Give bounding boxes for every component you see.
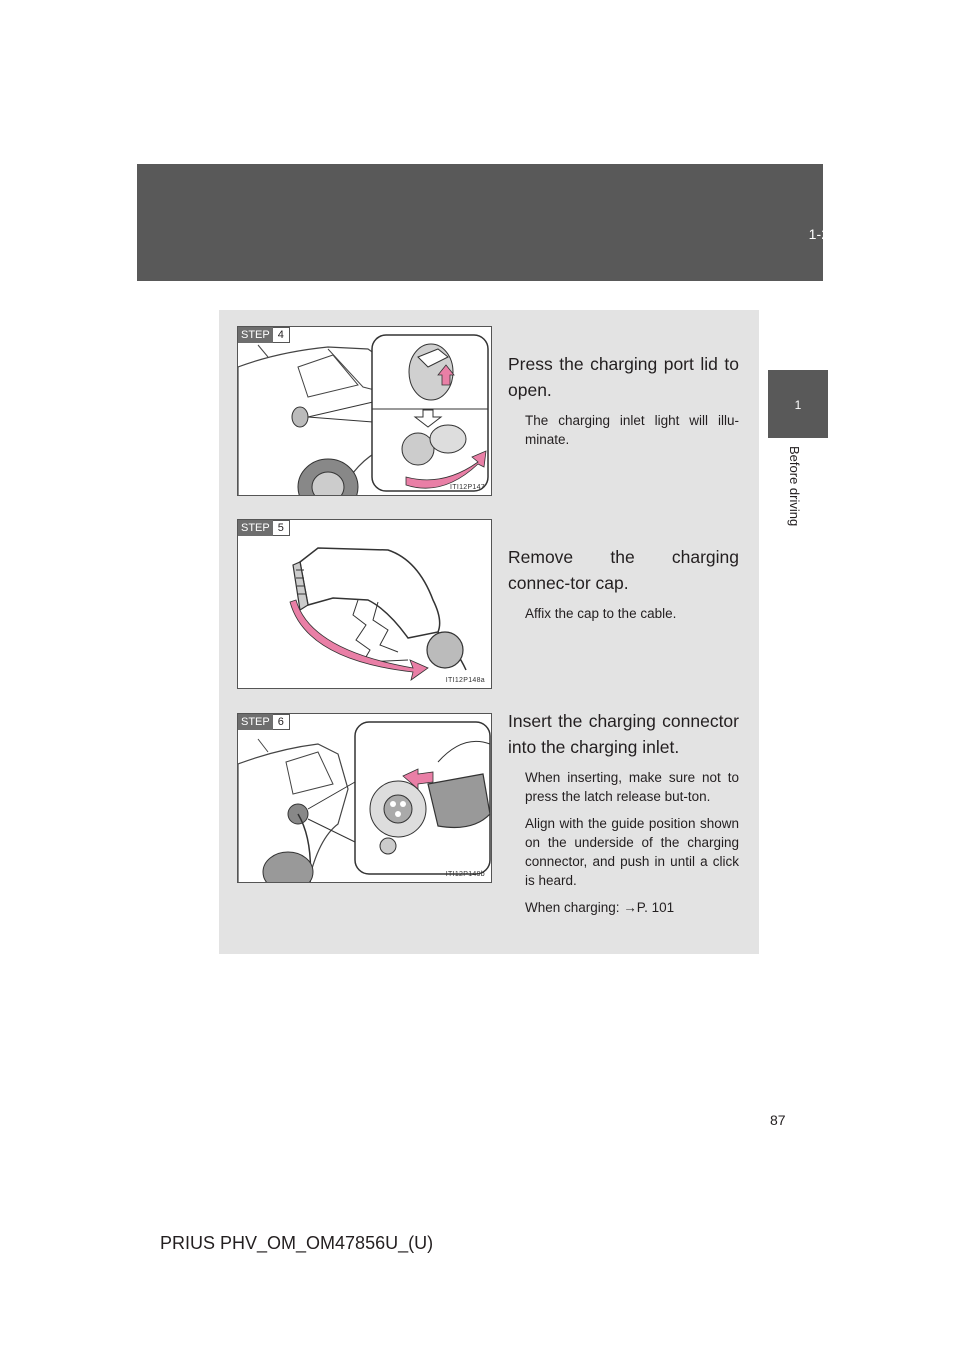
chapter-label-text: Before driving [787, 446, 802, 527]
step-6-figure [237, 713, 492, 883]
step-word: STEP [238, 520, 273, 536]
step-number: 6 [273, 714, 290, 730]
chapter-tab [768, 370, 828, 438]
insert-connector-illustration [238, 714, 492, 883]
step-5-figure [237, 519, 492, 689]
step-number: 4 [273, 327, 290, 343]
step-6-badge [238, 714, 290, 730]
step-6-note-2: Align with the guide position shown on the underside of the charging connector, and push in until a click is heard. [525, 816, 739, 888]
step-6-text [508, 708, 739, 917]
step-4-note: The charging inlet light will illu-minate. [525, 413, 739, 447]
step-4-badge [238, 327, 290, 343]
step-4-text [508, 351, 739, 449]
step-5-note: Affix the cap to the cable. [525, 606, 677, 621]
step-6-heading: Insert the charging connector into the charging inlet. [508, 711, 739, 757]
page-number: 87 [770, 1112, 786, 1128]
step-word: STEP [238, 714, 273, 730]
figure-code: ITI12P147 [450, 484, 485, 491]
section-title: 1-2. Charging [808, 226, 896, 242]
document-id: PRIUS PHV_OM_OM47856U_(U) [160, 1233, 434, 1253]
step-6-note-3: When charging: →P. 101 [525, 900, 675, 915]
connector-cap-illustration [238, 520, 492, 689]
figure-code: ITI12P148a [445, 677, 485, 684]
chapter-number: 1 [794, 398, 802, 412]
step-5-text [508, 544, 739, 623]
chapter-label [788, 446, 802, 556]
step-4-figure [237, 326, 492, 496]
figure-code: ITI12P149b [445, 871, 485, 878]
step-4-heading: Press the charging port lid to open. [508, 354, 739, 400]
step-word: STEP [238, 327, 273, 343]
header-band [137, 164, 823, 281]
charging-port-lid-illustration [238, 327, 492, 496]
step-number: 5 [273, 520, 290, 536]
step-5-badge [238, 520, 290, 536]
step-6-note-1: When inserting, make sure not to press the latch release but-ton. [525, 770, 739, 804]
step-5-heading: Remove the charging connec-tor cap. [508, 547, 739, 593]
